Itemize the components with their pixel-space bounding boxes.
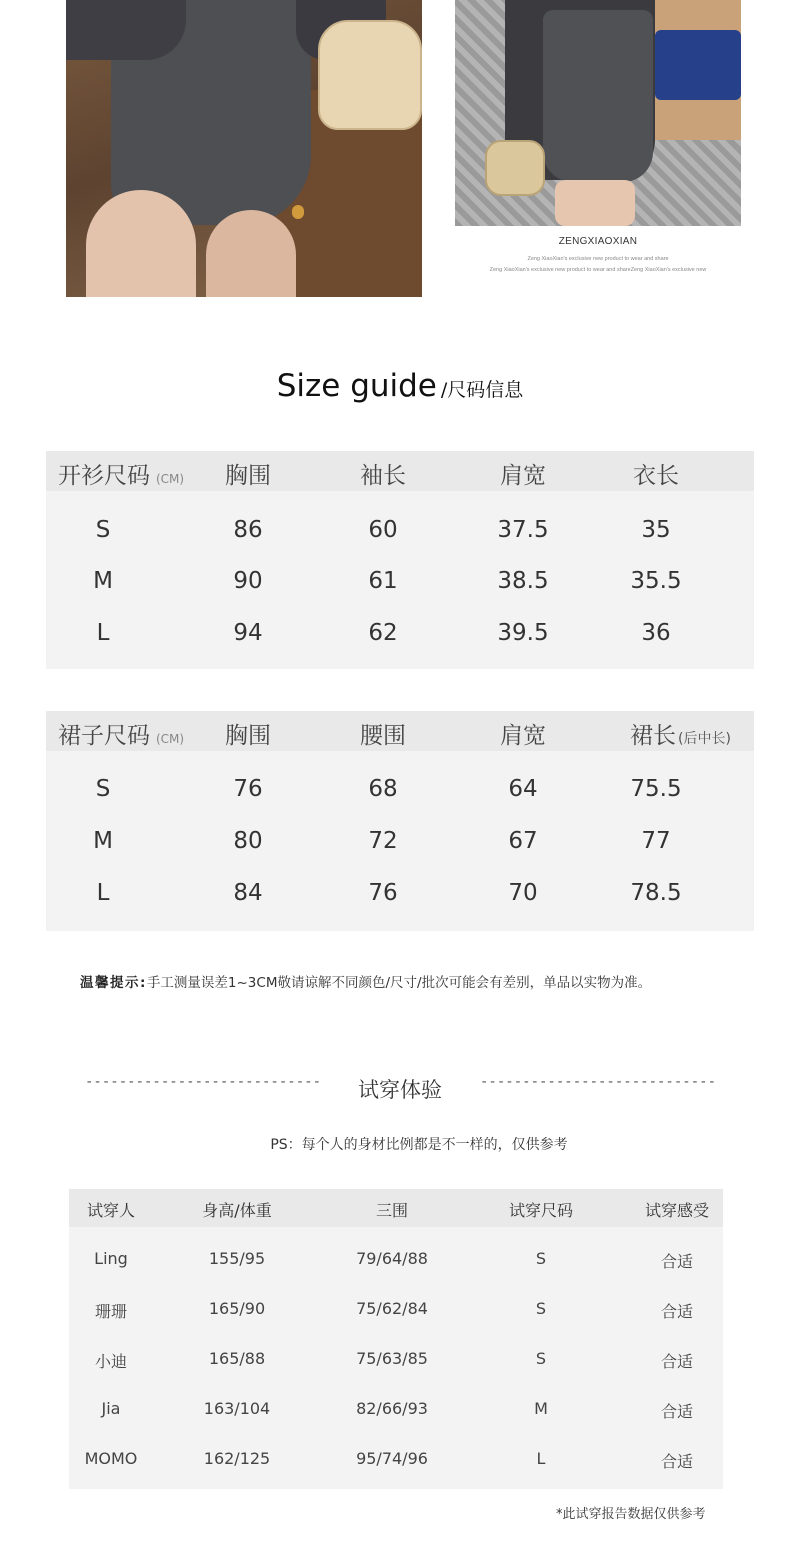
table-row bbox=[46, 560, 754, 604]
table-cell: 合适 bbox=[660, 1402, 693, 1421]
table-cell: 79/64/88 bbox=[356, 1249, 428, 1268]
photo-handbag bbox=[485, 140, 545, 196]
table-unit: (CM) bbox=[156, 472, 185, 486]
photo-leg bbox=[206, 210, 296, 297]
size-guide-title: Size guide bbox=[276, 368, 437, 404]
table-cell: 75/63/85 bbox=[356, 1349, 428, 1368]
photo-handbag bbox=[318, 20, 422, 130]
table-row bbox=[46, 768, 754, 812]
table-cell: 39.5 bbox=[497, 620, 549, 646]
table-cell: 90 bbox=[233, 568, 263, 594]
brand-tagline: Zeng XiaoXian's exclusive new product to wear and shareZeng XiaoXian's exclusive new bbox=[489, 267, 707, 273]
table-cell: 35 bbox=[641, 517, 671, 543]
table-row bbox=[69, 1339, 723, 1389]
table-cell: 163/104 bbox=[203, 1399, 271, 1418]
try-on-table bbox=[69, 1189, 723, 1489]
photo-blue-chair bbox=[655, 30, 741, 100]
header-cell: 袖长 bbox=[360, 463, 406, 489]
table-cell: 60 bbox=[368, 517, 398, 543]
table-row bbox=[46, 612, 754, 656]
skirt-size-table bbox=[46, 711, 754, 931]
tester-name: MOMO bbox=[84, 1449, 138, 1468]
table-cell: 75/62/84 bbox=[356, 1299, 428, 1318]
table-cell: 70 bbox=[508, 880, 538, 906]
table-cell: 61 bbox=[368, 568, 398, 594]
header-cell: 试穿感受 bbox=[644, 1201, 709, 1220]
header-cell: 胸围 bbox=[225, 463, 271, 489]
tester-name: 珊珊 bbox=[94, 1302, 127, 1321]
table-cell: 94 bbox=[233, 620, 263, 646]
table-cell: 35.5 bbox=[630, 568, 682, 594]
table-row bbox=[46, 872, 754, 916]
table-cell: 37.5 bbox=[497, 517, 549, 543]
table-cell: 76 bbox=[368, 880, 398, 906]
photo-bear-charm bbox=[292, 205, 304, 219]
table-row bbox=[69, 1289, 723, 1339]
divider-left: ---------------------------- bbox=[85, 1074, 322, 1090]
cardigan-size-table bbox=[46, 451, 754, 669]
table-row bbox=[69, 1439, 723, 1489]
table-cell: 38.5 bbox=[497, 568, 549, 594]
table-header bbox=[46, 451, 754, 491]
try-on-disclaimer: *此试穿报告数据仅供参考 bbox=[556, 1507, 706, 1522]
tester-name: 小迪 bbox=[94, 1352, 127, 1371]
header-cell: 肩宽 bbox=[500, 723, 546, 749]
table-header bbox=[46, 711, 754, 751]
table-name bbox=[58, 457, 184, 490]
try-on-heading bbox=[0, 1074, 800, 1106]
header-cell: 试穿尺码 bbox=[508, 1201, 573, 1220]
table-title: 开衫尺码 bbox=[58, 463, 150, 489]
table-cell: 64 bbox=[508, 776, 538, 802]
header-cell-skirt-length bbox=[630, 717, 754, 750]
table-cell: 165/90 bbox=[208, 1299, 266, 1318]
size-label: M bbox=[93, 828, 113, 854]
table-cell: S bbox=[535, 1349, 547, 1368]
table-cell: 76 bbox=[233, 776, 263, 802]
tip-label: 温馨提示: bbox=[80, 975, 147, 991]
table-row bbox=[69, 1239, 723, 1289]
photo-cardigan bbox=[66, 0, 186, 60]
header-cell: 身高/体重 bbox=[202, 1201, 272, 1220]
header-cell: 腰围 bbox=[360, 723, 406, 749]
table-cell: 80 bbox=[233, 828, 263, 854]
header-cell: 三围 bbox=[375, 1201, 408, 1220]
table-cell: 82/66/93 bbox=[356, 1399, 428, 1418]
photo-legs bbox=[555, 180, 635, 226]
table-cell: M bbox=[534, 1399, 548, 1418]
table-row bbox=[46, 509, 754, 553]
product-photo-right bbox=[455, 0, 741, 226]
table-cell: S bbox=[535, 1249, 547, 1268]
header-cell: 试穿人 bbox=[86, 1201, 135, 1220]
header-cell: 胸围 bbox=[225, 723, 271, 749]
table-cell: 62 bbox=[368, 620, 398, 646]
photo-leg bbox=[86, 190, 196, 297]
table-cell: 36 bbox=[641, 620, 671, 646]
table-cell: 78.5 bbox=[630, 880, 682, 906]
brand-tagline: Zeng XiaoXian's exclusive new product to wear and share bbox=[527, 256, 669, 262]
tip-text: 手工测量误差1~3CM敬请谅解不同颜色/尺寸/批次可能会有差别，单品以实物为准。 bbox=[146, 975, 652, 991]
table-cell: S bbox=[535, 1299, 547, 1318]
header-cell: 衣长 bbox=[633, 463, 679, 489]
tester-name: Ling bbox=[94, 1249, 128, 1268]
size-guide-heading bbox=[0, 368, 800, 404]
header-note: (后中长) bbox=[678, 731, 731, 747]
product-photo-left bbox=[66, 0, 422, 297]
table-cell: 155/95 bbox=[208, 1249, 266, 1268]
table-row bbox=[69, 1389, 723, 1439]
table-cell: 合适 bbox=[660, 1352, 693, 1371]
table-cell: 72 bbox=[368, 828, 398, 854]
size-guide-subtitle: /尺码信息 bbox=[440, 379, 524, 401]
header-label: 裙长 bbox=[630, 723, 676, 749]
table-cell: L bbox=[536, 1449, 546, 1468]
try-on-title: 试穿体验 bbox=[358, 1078, 442, 1102]
brand-name: ZENGXIAOXIAN bbox=[558, 236, 638, 247]
table-row bbox=[46, 820, 754, 864]
table-cell: 86 bbox=[233, 517, 263, 543]
table-cell: 75.5 bbox=[630, 776, 682, 802]
table-name bbox=[58, 717, 184, 750]
measurement-tip bbox=[80, 971, 651, 991]
table-title: 裙子尺码 bbox=[58, 723, 150, 749]
table-cell: 84 bbox=[233, 880, 263, 906]
size-label: L bbox=[96, 880, 110, 906]
table-cell: 合适 bbox=[660, 1452, 693, 1471]
size-label: S bbox=[95, 517, 111, 543]
size-label: S bbox=[95, 776, 111, 802]
table-unit: (CM) bbox=[156, 732, 185, 746]
photo-dress bbox=[543, 10, 653, 182]
size-label: L bbox=[96, 620, 110, 646]
size-label: M bbox=[93, 568, 113, 594]
table-cell: 162/125 bbox=[203, 1449, 271, 1468]
table-cell: 165/88 bbox=[208, 1349, 266, 1368]
table-cell: 95/74/96 bbox=[356, 1449, 428, 1468]
tester-name: Jia bbox=[101, 1399, 121, 1418]
table-header bbox=[69, 1189, 723, 1227]
divider-right: ---------------------------- bbox=[480, 1074, 717, 1090]
header-cell: 肩宽 bbox=[500, 463, 546, 489]
table-cell: 合适 bbox=[660, 1302, 693, 1321]
table-cell: 77 bbox=[641, 828, 671, 854]
table-cell: 合适 bbox=[660, 1252, 693, 1271]
table-cell: 68 bbox=[368, 776, 398, 802]
table-cell: 67 bbox=[508, 828, 538, 854]
try-on-ps: PS：每个人的身材比例都是不一样的，仅供参考 bbox=[270, 1137, 568, 1153]
